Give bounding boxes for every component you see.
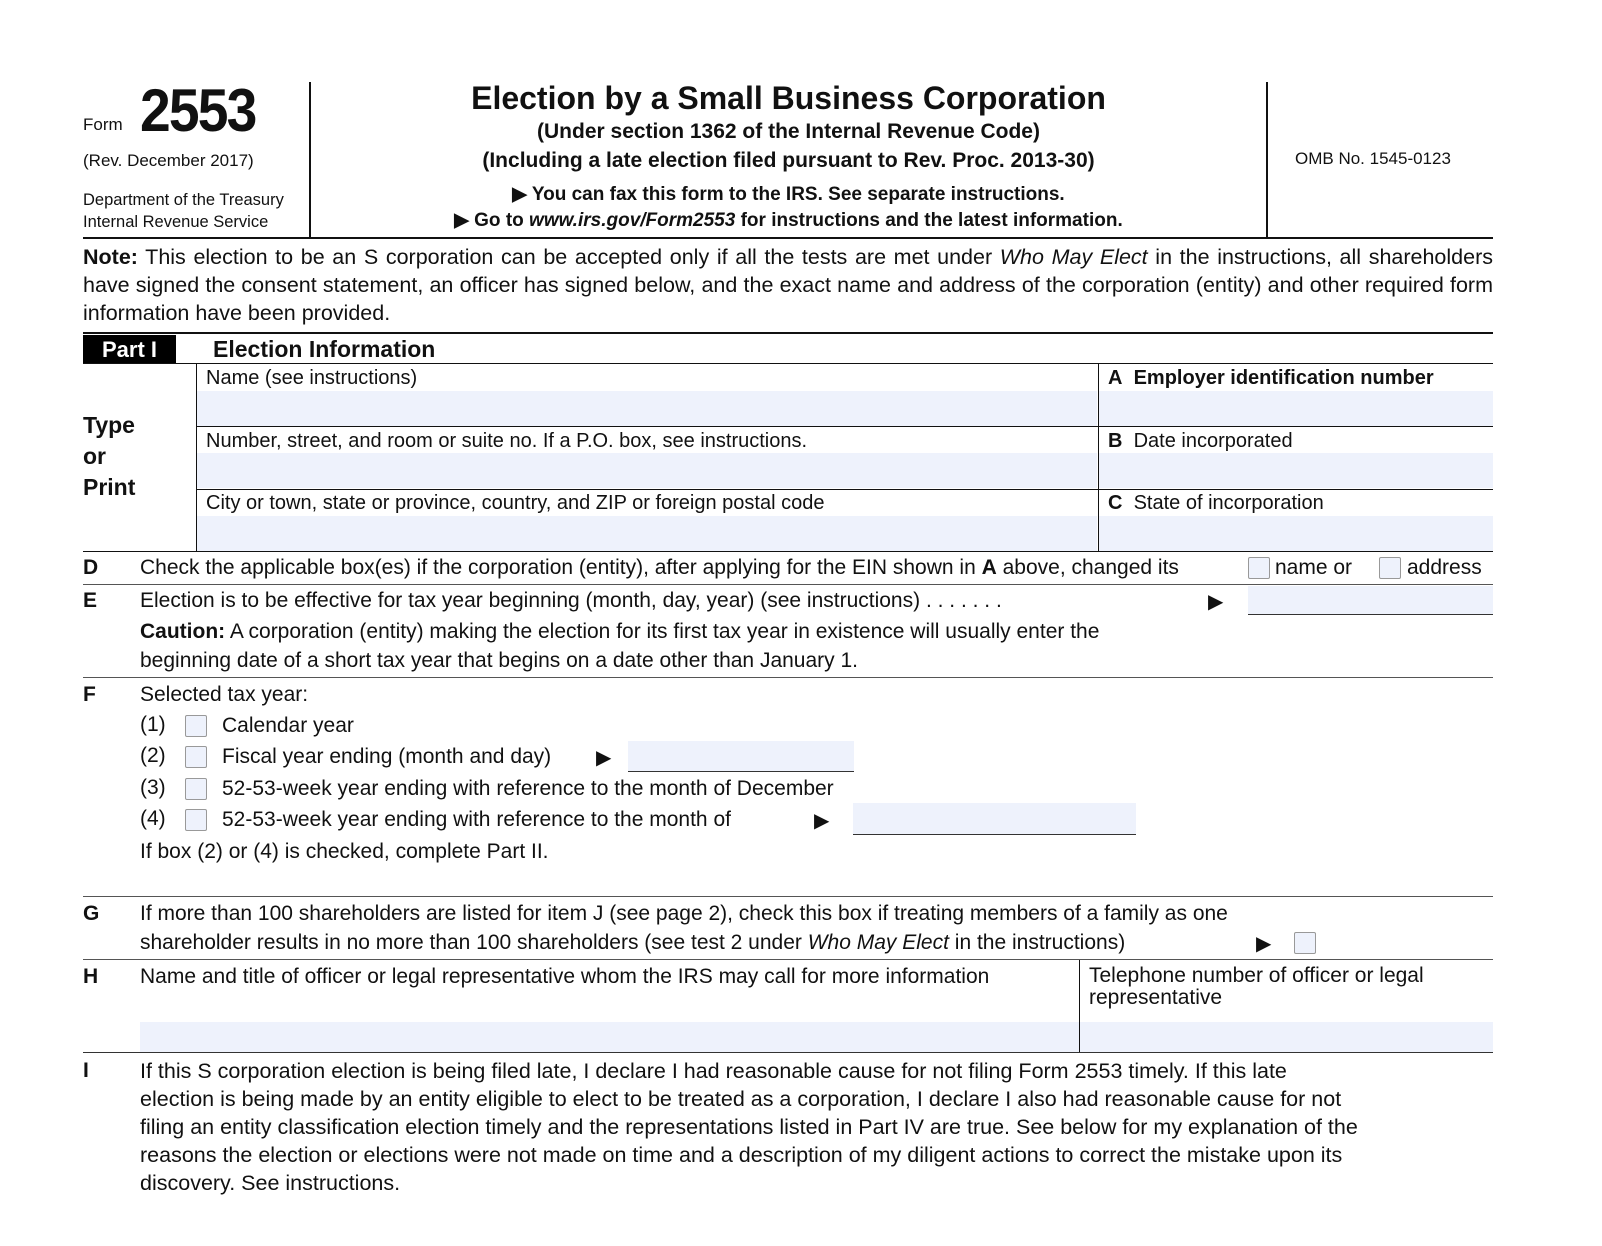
52-53-month-checkbox[interactable] <box>185 809 207 831</box>
line-f-footer: If box (2) or (4) is checked, complete Part II. <box>140 840 549 863</box>
caution-line-2: beginning date of a short tax year that begins on a date other than January 1. <box>140 649 858 672</box>
arrow-icon: ▶ <box>596 747 612 769</box>
address-changed-label: address <box>1407 556 1482 579</box>
option-1-number: (1) <box>140 713 166 736</box>
form-label: Form <box>83 115 123 134</box>
goto-instruction <box>311 209 1266 232</box>
dept-treasury: Department of the Treasury <box>83 191 284 209</box>
ein-input[interactable] <box>1099 391 1493 426</box>
omb-number: OMB No. 1545-0123 <box>1295 149 1451 168</box>
phone-input[interactable] <box>1080 1022 1493 1052</box>
line-i-letter: I <box>83 1059 89 1082</box>
note-italic: Who May Elect <box>999 245 1148 269</box>
arrow-icon: ▶ <box>1208 591 1224 613</box>
part-i-badge: Part I <box>83 335 176 364</box>
date-incorporated-label: B Date incorporated <box>1108 430 1293 452</box>
form-number: 2553 <box>140 77 256 144</box>
street-label: Number, street, and room or suite no. If a P.O. box, see instructions. <box>206 430 808 452</box>
52-53-december-label: 52-53-week year ending with reference to the month of December <box>222 777 834 800</box>
line-e-letter: E <box>83 589 98 612</box>
arrow-icon: ▶ <box>814 810 830 832</box>
effective-date-input[interactable] <box>1248 586 1493 615</box>
date-incorporated-input[interactable] <box>1099 453 1493 488</box>
type-or-print-label: Type or Print <box>83 412 136 500</box>
line-g-text-1: If more than 100 shareholders are listed for item J (see page 2), check this box if treating members of a family as one <box>140 902 1228 925</box>
city-input[interactable] <box>197 516 1097 551</box>
option-3-number: (3) <box>140 776 166 799</box>
caution-line-1: Caution: A corporation (entity) making the election for its first tax year in existence will usually enter the <box>140 620 1100 643</box>
arrow-icon: ▶ <box>1256 933 1272 955</box>
calendar-year-label: Calendar year <box>222 714 354 737</box>
phone-label: Telephone number of officer or legal representative <box>1089 964 1424 1009</box>
state-incorporation-input[interactable] <box>1099 516 1493 551</box>
goto-prefix: Go to <box>474 210 530 231</box>
form-title: Election by a Small Business Corporation <box>471 80 1106 116</box>
note-paragraph <box>83 243 1493 327</box>
option-4-number: (4) <box>140 807 166 830</box>
line-d-letter: D <box>83 556 99 579</box>
calendar-year-checkbox[interactable] <box>185 715 207 737</box>
name-changed-checkbox[interactable] <box>1248 557 1270 579</box>
subtitle-section: (Under section 1362 of the Internal Revenue Code) <box>537 120 1040 143</box>
street-input[interactable] <box>197 453 1097 488</box>
option-2-number: (2) <box>140 744 166 767</box>
officer-name-input[interactable] <box>140 1022 1079 1052</box>
line-d-text: Check the applicable box(es) if the corporation (entity), after applying for the EIN shown in A above, changed its <box>140 556 1179 579</box>
family-shareholders-checkbox[interactable] <box>1294 932 1316 954</box>
name-input[interactable] <box>197 391 1097 426</box>
52-53-december-checkbox[interactable] <box>185 778 207 800</box>
month-input[interactable] <box>853 803 1136 835</box>
note-text: in the instructions, all shareholders have signed the consent statement, an officer has signed below, and the exact name and address of the corporation (entity) and other required form information have been provided. <box>83 245 1493 325</box>
officer-name-label: Name and title of officer or legal representative whom the IRS may call for more information <box>140 965 990 988</box>
fax-instruction <box>311 183 1266 206</box>
fax-text: You can fax this form to the IRS. See separate instructions. <box>531 184 1065 205</box>
late-election-declaration: If this S corporation election is being filed late, I declare I had reasonable cause for not filing Form 2553 timely. If this late election is being made by an entity eligible to elect to be treated as a corporation, I declare I also had reasonable cause for not filing an entity classification election timely and the representations listed in Part IV are true. See below for my explanation of the reasons the election or elections were not made on time and a description of my diligent actions to correct the mistake upon its discovery. See instructions. <box>140 1059 1358 1195</box>
revision: (Rev. December 2017) <box>83 151 254 170</box>
part-i-title: Election Information <box>213 336 436 362</box>
ein-label: A Employer identification number <box>1108 367 1434 389</box>
dept-irs: Internal Revenue Service <box>83 213 269 231</box>
note-text: This election to be an S corporation can be accepted only if all the tests are met under <box>137 245 1000 269</box>
note-label: Note: <box>83 245 138 269</box>
name-label: Name (see instructions) <box>206 367 418 389</box>
line-f-title: Selected tax year: <box>140 683 309 706</box>
arrow-icon: ▶ <box>454 210 469 231</box>
52-53-month-label: 52-53-week year ending with reference to the month of <box>222 808 731 831</box>
goto-suffix: for instructions and the latest information. <box>735 210 1123 231</box>
subtitle-late-election: (Including a late election filed pursuant to Rev. Proc. 2013-30) <box>482 149 1095 172</box>
line-f-letter: F <box>83 683 96 706</box>
arrow-icon: ▶ <box>512 184 527 205</box>
fiscal-year-label: Fiscal year ending (month and day) <box>222 745 552 768</box>
line-e-text: Election is to be effective for tax year beginning (month, day, year) (see instructions) . . . . . . . <box>140 589 1002 612</box>
address-changed-checkbox[interactable] <box>1379 557 1401 579</box>
city-label: City or town, state or province, country, and ZIP or foreign postal code <box>206 492 825 514</box>
line-g-text-2: shareholder results in no more than 100 shareholders (see test 2 under Who May Elect in the instructions) <box>140 931 1126 954</box>
line-h-letter: H <box>83 965 99 988</box>
name-changed-label: name or <box>1275 556 1353 579</box>
line-g-letter: G <box>83 902 100 925</box>
state-incorporation-label: C State of incorporation <box>1108 492 1324 514</box>
irs-link[interactable]: www.irs.gov/Form2553 <box>529 210 736 231</box>
fiscal-year-input[interactable] <box>628 741 854 772</box>
fiscal-year-checkbox[interactable] <box>185 746 207 768</box>
